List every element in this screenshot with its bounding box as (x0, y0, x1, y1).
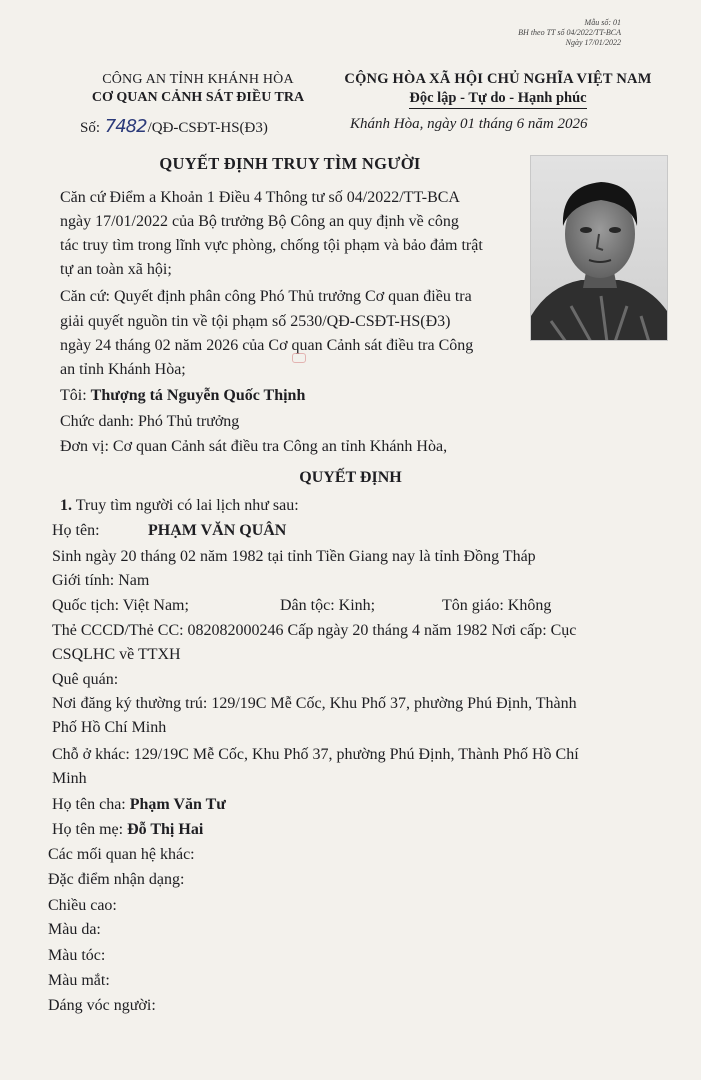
basis-line: an tỉnh Khánh Hòa; (60, 361, 186, 378)
body-build: Dáng vóc người: (48, 997, 156, 1014)
id-card-line: Thẻ CCCD/Thẻ CC: 082082000246 Cấp ngày 20 tháng 4 năm 1982 Nơi cấp: Cục (52, 622, 577, 639)
other-address-line: Minh (52, 770, 87, 787)
residence-line: Nơi đăng ký thường trú: 129/19C Mễ Cốc, Khu Phố 37, phường Phú Định, Thành (52, 695, 577, 712)
form-note-line: Mẫu số: 01 (584, 18, 621, 27)
motto: Độc lập - Tự do - Hạnh phúc (409, 89, 586, 109)
father-row (52, 793, 226, 817)
id-card-line: CSQLHC về TTXH (52, 646, 181, 663)
form-note (481, 18, 621, 48)
name-label: Họ tên: (52, 522, 100, 539)
skin-color: Màu da: (48, 921, 101, 938)
birth-info: Sinh ngày 20 tháng 02 năm 1982 tại tỉnh Tiền Giang nay là tỉnh Đồng Tháp (52, 548, 536, 565)
other-relations: Các mối quan hệ khác: (48, 846, 195, 863)
mother-name: Đỗ Thị Hai (127, 821, 204, 838)
height: Chiều cao: (48, 897, 117, 914)
item-number: 1. (60, 497, 72, 514)
doc-no-prefix: Số: (80, 120, 101, 136)
signer-name: Thượng tá Nguyễn Quốc Thịnh (90, 387, 306, 404)
person-name: PHẠM VĂN QUÂN (148, 522, 287, 539)
decision-heading: QUYẾT ĐỊNH (299, 469, 402, 486)
father-label: Họ tên cha: (52, 796, 126, 813)
basis-line: Căn cứ: Quyết định phân công Phó Thủ trưởng Cơ quan điều tra (60, 288, 472, 305)
signer-unit: Đơn vị: Cơ quan Cảnh sát điều tra Công an tỉnh Khánh Hòa, (60, 438, 448, 455)
agency-name: CÔNG AN TỈNH KHÁNH HÒA (102, 72, 294, 87)
basis-line: tác truy tìm trong lĩnh vực phòng, chống tội phạm và bảo đảm trật (60, 237, 483, 254)
basis-line: Căn cứ Điểm a Khoản 1 Điều 4 Thông tư số 04/2022/TT-BCA (60, 189, 460, 206)
item-1 (60, 494, 299, 518)
basis-line: ngày 17/01/2022 của Bộ trưởng Bộ Công an quy định về công (60, 213, 459, 230)
portrait-image (531, 156, 668, 341)
basis-line: ngày 24 tháng 02 năm 2026 của Cơ quan Cảnh sát điều tra Công (60, 337, 474, 354)
hair-color: Màu tóc: (48, 947, 106, 964)
hometown: Quê quán: (52, 671, 119, 688)
basis-line: tự an toàn xã hội; (60, 261, 172, 278)
issuer-header (68, 70, 328, 107)
signer-position: Chức danh: Phó Thủ trưởng (60, 413, 240, 430)
document-title: QUYẾT ĐỊNH TRUY TÌM NGƯỜI (159, 154, 421, 173)
signer-label: Tôi: (60, 387, 87, 404)
eye-color: Màu mắt: (48, 972, 110, 989)
mother-label: Họ tên mẹ: (52, 821, 124, 838)
residence-line: Phố Hồ Chí Minh (52, 719, 167, 736)
place-date: Khánh Hòa, ngày 01 tháng 6 năm 2026 (350, 116, 588, 132)
nation-header (318, 70, 678, 109)
name-row (52, 519, 100, 543)
signer-line (60, 384, 305, 408)
doc-no-handwritten: 7482 (104, 116, 147, 137)
other-address-line: Chỗ ở khác: 129/19C Mễ Cốc, Khu Phố 37, phường Phú Định, Thành Phố Hồ Chí (52, 746, 579, 763)
document-number (80, 116, 268, 137)
form-note-line: Ngày 17/01/2022 (565, 38, 621, 47)
ethnicity: Dân tộc: Kinh; (280, 597, 376, 614)
unit-name: CƠ QUAN CẢNH SÁT ĐIỀU TRA (91, 90, 305, 105)
nationality: Quốc tịch: Việt Nam; (52, 597, 189, 614)
religion: Tôn giáo: Không (442, 597, 552, 614)
nation-name: CỘNG HÒA XÃ HỘI CHỦ NGHĨA VIỆT NAM (344, 71, 652, 87)
basis-line: giải quyết nguồn tin về tội phạm số 2530/QĐ-CSĐT-HS(Đ3) (60, 313, 451, 330)
stamp-mark (292, 353, 306, 363)
suspect-photo (530, 155, 668, 341)
gender: Giới tính: Nam (52, 572, 150, 589)
form-note-line: BH theo TT số 04/2022/TT-BCA (518, 28, 621, 37)
item-text: Truy tìm người có lai lịch như sau: (75, 497, 299, 514)
doc-no-suffix: /QĐ-CSĐT-HS(Đ3) (147, 120, 268, 136)
father-name: Phạm Văn Tư (129, 796, 226, 813)
identifying-features: Đặc điểm nhận dạng: (48, 871, 185, 888)
mother-row (52, 818, 203, 842)
